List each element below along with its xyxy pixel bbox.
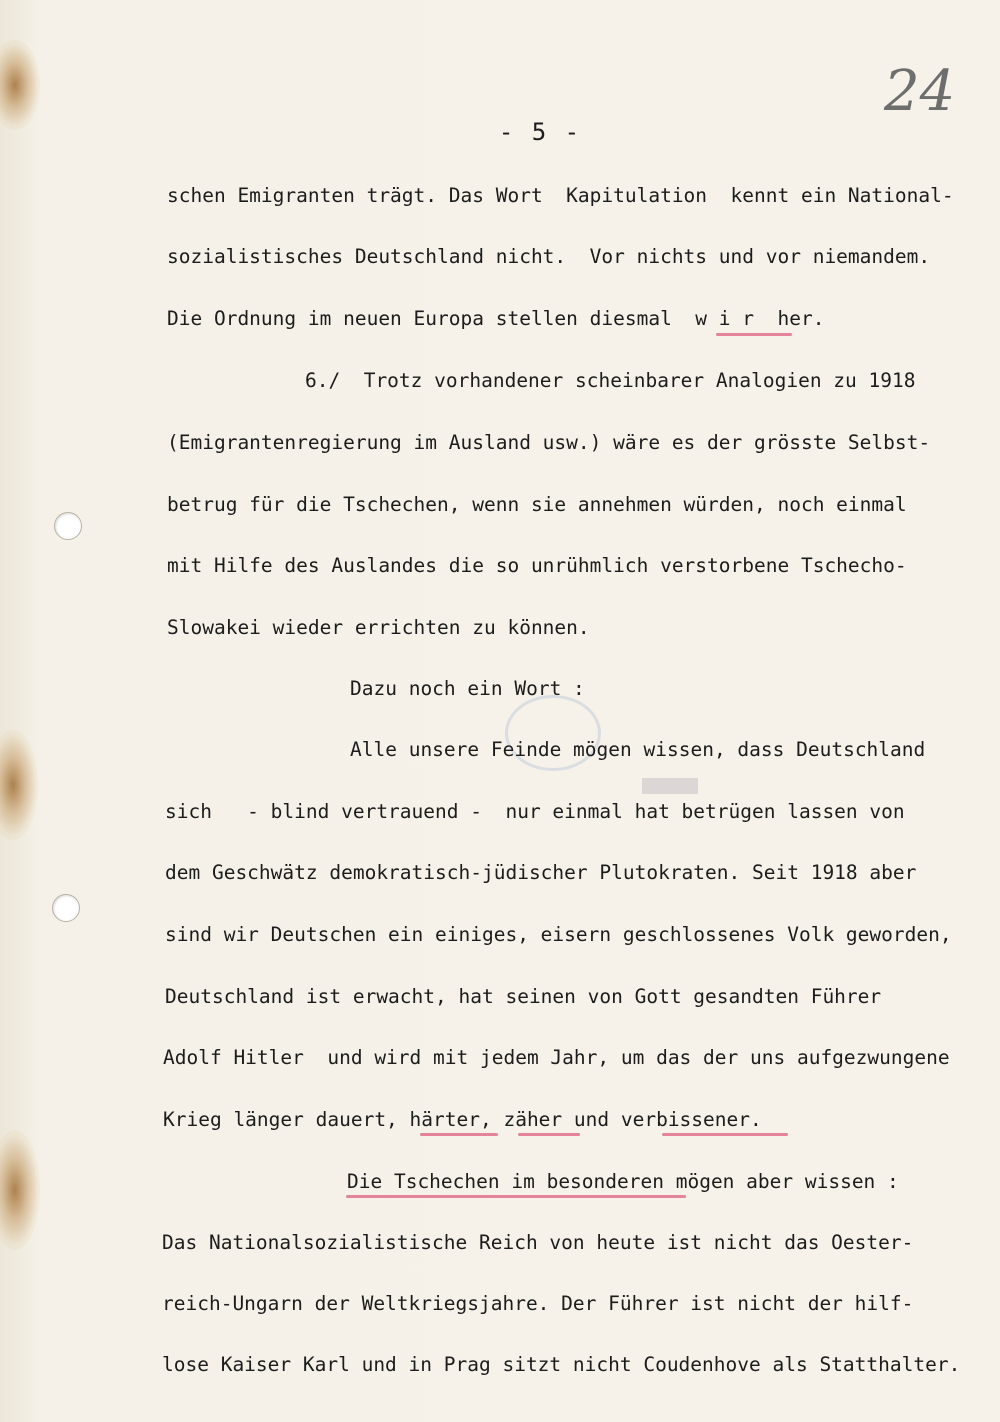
- text-line-12: dem Geschwätz demokratisch-jüdischer Plutokraten. Seit 1918 aber: [165, 861, 917, 884]
- rust-stain-top: [0, 40, 40, 130]
- text-line-19: reich-Ungarn der Weltkriegsjahre. Der Führer ist nicht der hilf-: [162, 1292, 914, 1315]
- underline-verbissener: [662, 1133, 788, 1136]
- rust-stain-bottom: [0, 1130, 40, 1250]
- underline-haerter: [420, 1133, 498, 1136]
- text-line-14: Deutschland ist erwacht, hat seinen von Gott gesandten Führer: [165, 985, 882, 1008]
- underline-zaeher: [518, 1133, 580, 1136]
- text-line-4: 6./ Trotz vorhandener scheinbarer Analogien zu 1918: [305, 369, 916, 392]
- text-line-15: Adolf Hitler und wird mit jedem Jahr, um das der uns aufgezwungene: [163, 1046, 950, 1069]
- text-line-6: betrug für die Tschechen, wenn sie annehmen würden, noch einmal: [167, 493, 907, 516]
- text-line-3: Die Ordnung im neuen Europa stellen diesmal w i r her.: [167, 307, 825, 330]
- rust-stain-middle: [0, 730, 38, 840]
- text-line-18: Das Nationalsozialistische Reich von heute ist nicht das Oester-: [162, 1231, 914, 1254]
- text-line-1: schen Emigranten trägt. Das Wort Kapitulation kennt ein National-: [167, 184, 954, 207]
- faint-stamp-number: [640, 772, 700, 802]
- page-number: - 5 -: [498, 118, 582, 146]
- text-line-17: Die Tschechen im besonderen mögen aber wissen :: [347, 1170, 899, 1193]
- underline-wir: [716, 333, 792, 336]
- text-line-2: sozialistisches Deutschland nicht. Vor nichts und vor niemandem.: [167, 245, 931, 268]
- text-line-20: lose Kaiser Karl und in Prag sitzt nicht Coudenhove als Statthalter.: [162, 1353, 961, 1376]
- text-line-10: Alle unsere Feinde mögen wissen, dass Deutschland: [350, 738, 926, 761]
- text-line-9: Dazu noch ein Wort :: [350, 677, 585, 700]
- text-line-5: (Emigrantenregierung im Ausland usw.) wäre es der grösste Selbst-: [167, 431, 931, 454]
- underline-die-tschechen: [346, 1195, 686, 1198]
- handwritten-folio-number: 24: [884, 59, 956, 124]
- text-line-8: Slowakei wieder errichten zu können.: [167, 616, 590, 639]
- text-line-7: mit Hilfe des Auslandes die so unrühmlich verstorbene Tschecho-: [167, 554, 907, 577]
- text-line-11: sich - blind vertrauend - nur einmal hat betrügen lassen von: [165, 800, 905, 823]
- text-line-16: Krieg länger dauert, härter, zäher und verbissener.: [163, 1108, 762, 1131]
- punch-hole-lower: [52, 894, 80, 922]
- text-line-13: sind wir Deutschen ein einiges, eisern geschlossenes Volk geworden,: [165, 923, 952, 946]
- punch-hole-upper: [54, 512, 82, 540]
